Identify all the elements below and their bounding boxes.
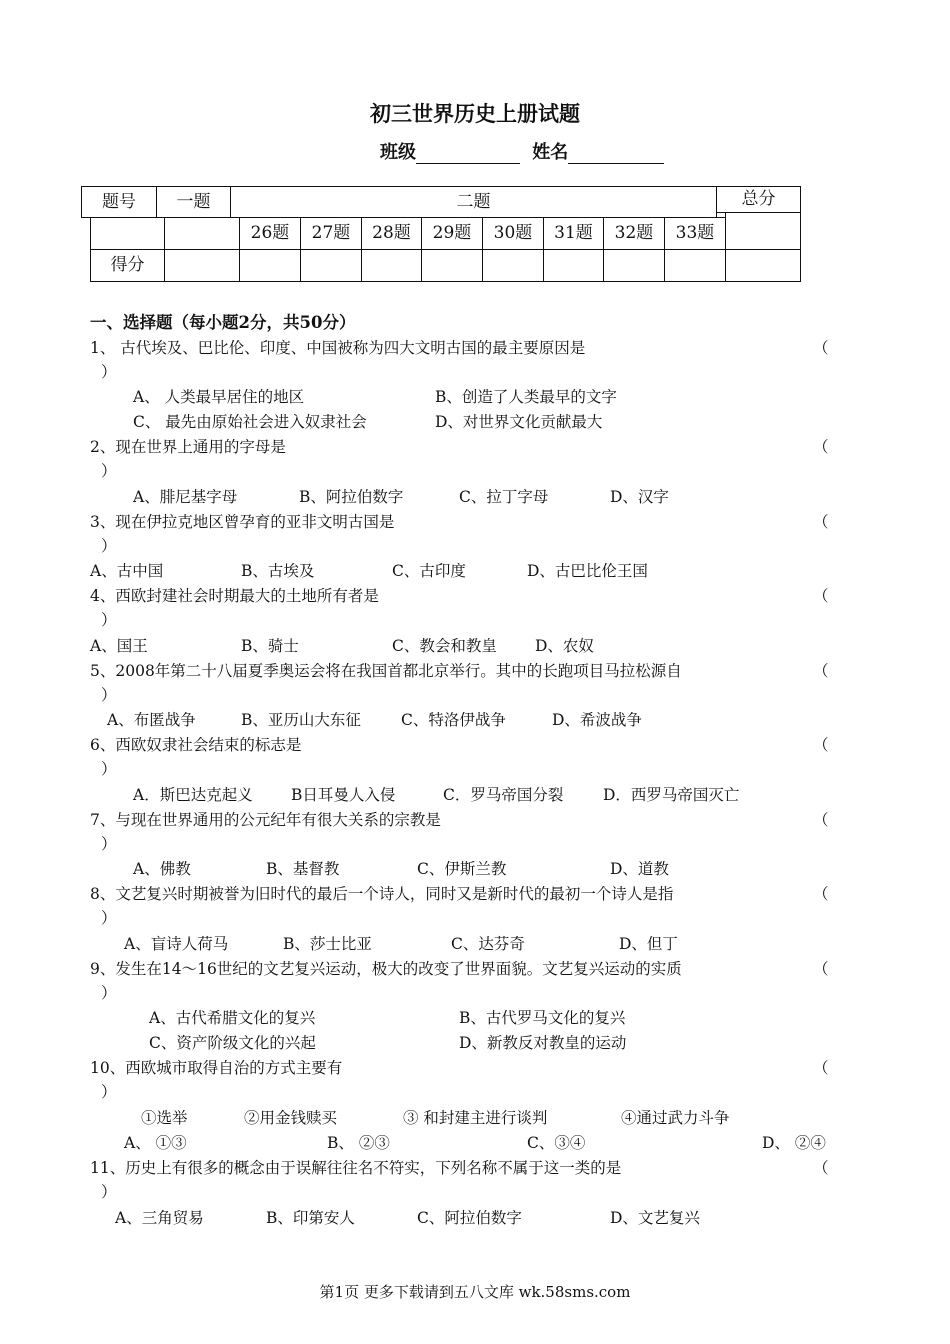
- option[interactable]: D、汉字: [610, 488, 669, 506]
- statement: ③ 和封建主进行谈判: [403, 1109, 548, 1127]
- option[interactable]: B、基督教: [266, 860, 340, 878]
- option[interactable]: C、 最先由原始社会进入奴隶社会: [133, 413, 367, 431]
- option[interactable]: D、文艺复兴: [610, 1209, 700, 1227]
- score-input[interactable]: [421, 249, 483, 282]
- option[interactable]: D、对世界文化贡献最大: [435, 413, 603, 431]
- score-input[interactable]: [239, 249, 301, 282]
- empty-cell: [164, 217, 240, 250]
- answer-paren-close: ）: [101, 611, 117, 629]
- score-input[interactable]: [664, 249, 726, 282]
- answer-paren-open[interactable]: （: [813, 736, 829, 754]
- option[interactable]: A、国王: [90, 637, 148, 655]
- score-label: 得分: [90, 249, 165, 282]
- option[interactable]: B、创造了人类最早的文字: [435, 388, 617, 406]
- question-text: 8、文艺复兴时期被誉为旧时代的最后一个诗人，同时又是新时代的最初一个诗人是指: [90, 885, 674, 903]
- option[interactable]: C、③④: [527, 1134, 586, 1152]
- option[interactable]: D、农奴: [535, 637, 594, 655]
- option[interactable]: D．西罗马帝国灭亡: [603, 786, 740, 804]
- answer-paren-open[interactable]: （: [813, 339, 829, 357]
- answer-paren-open[interactable]: （: [813, 811, 829, 829]
- option[interactable]: C、拉丁字母: [459, 488, 549, 506]
- option[interactable]: C、教会和教皇: [392, 637, 497, 655]
- score-input[interactable]: [361, 249, 422, 282]
- subq-cell: 26题: [239, 217, 301, 250]
- answer-paren-open[interactable]: （: [813, 885, 829, 903]
- option[interactable]: B、古埃及: [241, 562, 315, 580]
- subq-cell: 31题: [543, 217, 604, 250]
- option[interactable]: A、 人类最早居住的地区: [133, 388, 305, 406]
- answer-paren-close: ）: [101, 537, 117, 555]
- option[interactable]: B、 ②③: [327, 1134, 390, 1152]
- question-text: 6、西欧奴隶社会结束的标志是: [90, 736, 302, 754]
- answer-paren-open[interactable]: （: [813, 662, 829, 680]
- question-text: 7、与现在世界通用的公元纪年有很大关系的宗教是: [90, 811, 441, 829]
- answer-paren-close: ）: [101, 984, 117, 1002]
- page-footer: 第1页 更多下载请到五八文库 wk.58sms.com: [319, 1283, 631, 1301]
- option[interactable]: A、古中国: [90, 562, 164, 580]
- answer-paren-open[interactable]: （: [813, 1159, 829, 1177]
- option[interactable]: C．罗马帝国分裂: [443, 786, 564, 804]
- table-line: [800, 212, 801, 250]
- option[interactable]: D、 ②④: [762, 1134, 826, 1152]
- option[interactable]: A、三角贸易: [115, 1209, 204, 1227]
- class-name-line: [380, 138, 664, 164]
- option[interactable]: A、佛教: [133, 860, 191, 878]
- option[interactable]: D、古巴比伦王国: [527, 562, 648, 580]
- option[interactable]: D、道教: [610, 860, 669, 878]
- subq-cell: 30题: [482, 217, 544, 250]
- header-zongfen: 总分: [716, 186, 801, 213]
- option[interactable]: D、新教反对教皇的运动: [459, 1034, 627, 1052]
- option[interactable]: A、 ①③: [124, 1134, 187, 1152]
- answer-paren-open[interactable]: （: [813, 513, 829, 531]
- option[interactable]: B、阿拉伯数字: [299, 488, 404, 506]
- section-heading: 一、选择题（每小题2分，共50分）: [90, 313, 356, 332]
- option[interactable]: B、印第安人: [266, 1209, 355, 1227]
- option[interactable]: C、特洛伊战争: [401, 711, 506, 729]
- answer-paren-open[interactable]: （: [813, 1059, 829, 1077]
- question-text: 4、西欧封建社会时期最大的土地所有者是: [90, 587, 379, 605]
- option[interactable]: C、古印度: [392, 562, 466, 580]
- answer-paren-open[interactable]: （: [813, 960, 829, 978]
- question-text: 9、发生在14～16世纪的文艺复兴运动，极大的改变了世界面貌。文艺复兴运动的实质: [90, 960, 682, 978]
- page-title: 初三世界历史上册试题: [370, 101, 580, 126]
- answer-paren-close: ）: [101, 909, 117, 927]
- header-tihao: 题号: [81, 186, 157, 218]
- option[interactable]: B、亚历山大东征: [241, 711, 361, 729]
- option[interactable]: B、古代罗马文化的复兴: [459, 1009, 626, 1027]
- question-text: 3、现在伊拉克地区曾孕育的亚非文明古国是: [90, 513, 395, 531]
- option[interactable]: A、布匿战争: [107, 711, 196, 729]
- class-label: 班级: [380, 142, 416, 163]
- empty-cell: [90, 217, 165, 250]
- class-blank[interactable]: [416, 145, 520, 164]
- subq-cell: 28题: [361, 217, 422, 250]
- option[interactable]: C、伊斯兰教: [417, 860, 507, 878]
- table-line: [725, 212, 726, 250]
- option[interactable]: A、腓尼基字母: [133, 488, 238, 506]
- score-input[interactable]: [543, 249, 604, 282]
- name-label: 姓名: [532, 142, 569, 163]
- score-input[interactable]: [603, 249, 665, 282]
- answer-paren-close: ）: [101, 760, 117, 778]
- answer-paren-open[interactable]: （: [813, 438, 829, 456]
- score-input[interactable]: [482, 249, 544, 282]
- answer-paren-close: ）: [101, 363, 117, 381]
- question-text: 10、西欧城市取得自治的方式主要有: [90, 1059, 343, 1077]
- statement: ①选举: [141, 1109, 188, 1127]
- statement: ④通过武力斗争: [621, 1109, 730, 1127]
- question-text: 2、现在世界上通用的字母是: [90, 438, 286, 456]
- option[interactable]: C、阿拉伯数字: [417, 1209, 522, 1227]
- option[interactable]: B日耳曼人入侵: [291, 786, 396, 804]
- option[interactable]: A、盲诗人荷马: [124, 935, 229, 953]
- subq-cell: 29题: [421, 217, 483, 250]
- option[interactable]: A．斯巴达克起义: [133, 786, 253, 804]
- answer-paren-close: ）: [101, 835, 117, 853]
- answer-paren-close: ）: [101, 1183, 117, 1201]
- option[interactable]: B、骑士: [241, 637, 299, 655]
- option[interactable]: C、达芬奇: [451, 935, 525, 953]
- option[interactable]: B、莎士比亚: [283, 935, 372, 953]
- header-erti: 二题: [230, 186, 717, 218]
- option[interactable]: A、古代希腊文化的复兴: [149, 1009, 316, 1027]
- score-input[interactable]: [164, 249, 240, 282]
- answer-paren-close: ）: [101, 686, 117, 704]
- answer-paren-close: ）: [101, 462, 117, 480]
- question-text: 5、2008年第二十八届夏季奥运会将在我国首都北京举行。其中的长跑项目马拉松源自: [90, 662, 682, 680]
- answer-paren-open[interactable]: （: [813, 587, 829, 605]
- subq-cell: 27题: [300, 217, 362, 250]
- statement: ②用金钱赎买: [244, 1109, 338, 1127]
- option[interactable]: C、资产阶级文化的兴起: [149, 1034, 316, 1052]
- subq-cell: 33题: [664, 217, 726, 250]
- subq-cell: 32题: [603, 217, 665, 250]
- score-input[interactable]: [300, 249, 362, 282]
- name-blank[interactable]: [568, 145, 664, 164]
- question-text: 1、 古代埃及、巴比伦、印度、中国被称为四大文明古国的最主要原因是: [90, 339, 586, 357]
- total-score-input[interactable]: [725, 249, 801, 282]
- question-text: 11、历史上有很多的概念由于误解往往名不符实，下列名称不属于这一类的是: [90, 1159, 622, 1177]
- option[interactable]: D、但丁: [619, 935, 678, 953]
- option[interactable]: D、希波战争: [552, 711, 642, 729]
- answer-paren-close: ）: [101, 1083, 117, 1101]
- header-yiti: 一题: [156, 186, 231, 218]
